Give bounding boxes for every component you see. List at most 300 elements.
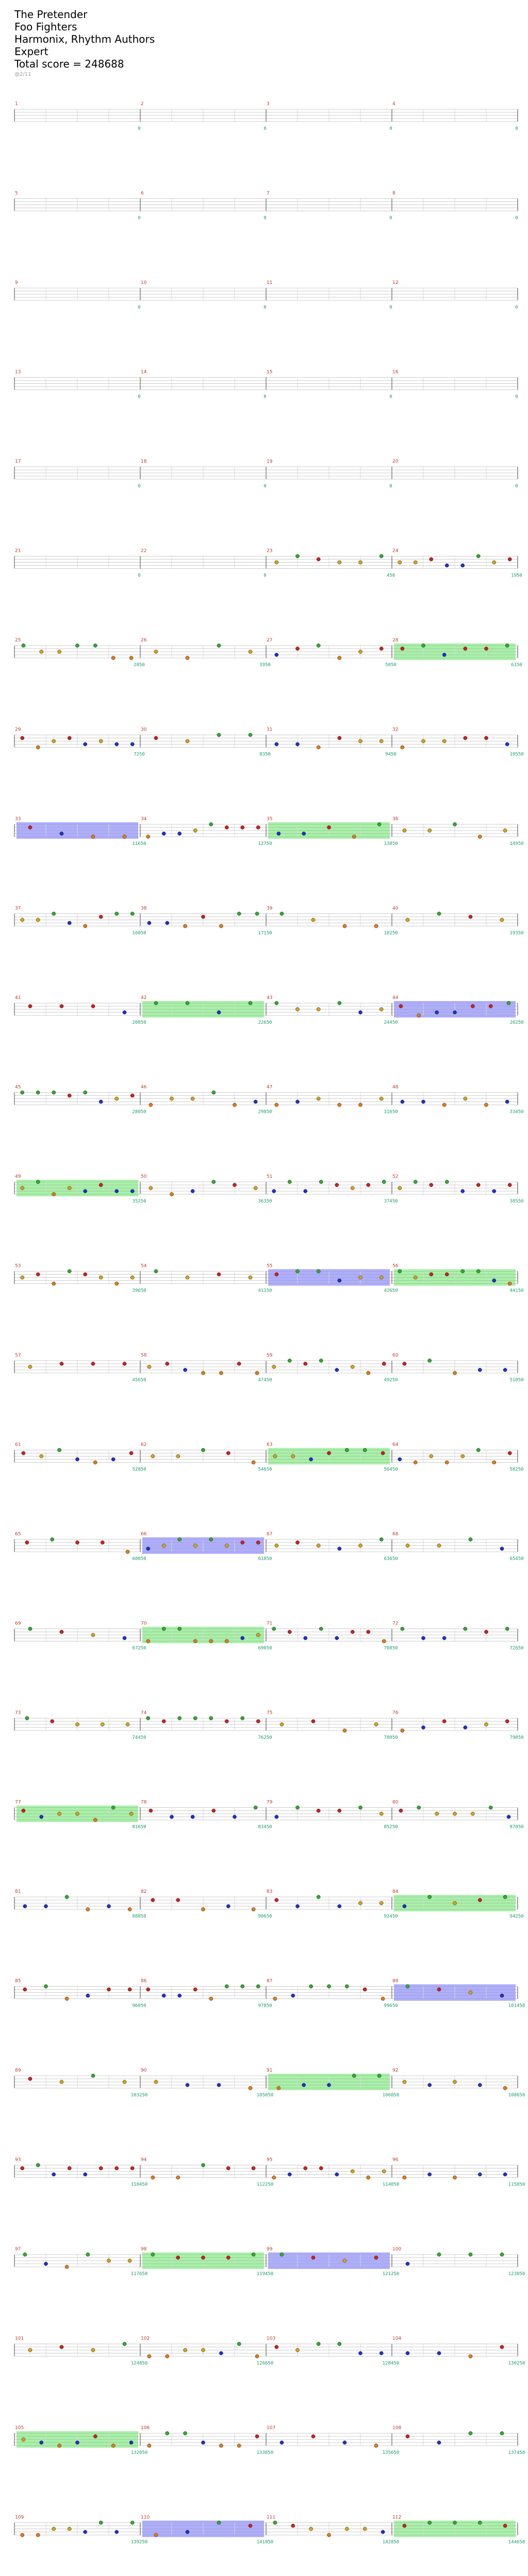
- measure: [392, 101, 518, 131]
- note-gem: [280, 1722, 284, 1726]
- measure: [140, 1621, 272, 1651]
- note-gem: [288, 1180, 291, 1183]
- measure: [392, 906, 524, 936]
- note-gem: [219, 2444, 223, 2447]
- measure-score: 76250: [258, 1735, 272, 1740]
- note-gem: [36, 918, 40, 922]
- staff-row: [14, 280, 518, 310]
- note-gem: [225, 1719, 228, 1723]
- measure-number: 101: [15, 2336, 24, 2342]
- note-gem: [217, 1010, 221, 1014]
- note-gem: [241, 1985, 244, 1988]
- note-gem: [421, 739, 425, 743]
- note-gem: [68, 736, 71, 740]
- measure-number: 86: [141, 1978, 147, 1984]
- note-gem: [255, 912, 259, 916]
- measure-score: 126650: [256, 2361, 274, 2366]
- measure-number: 80: [392, 1800, 399, 1805]
- note-gem: [327, 1451, 331, 1455]
- measure-number: 11: [267, 280, 273, 285]
- note-gem: [335, 1368, 339, 1371]
- note-gem: [338, 2342, 341, 2346]
- measure-number: 85: [15, 1978, 21, 1984]
- measure-score: 105050: [256, 2093, 274, 2098]
- note-gem: [277, 832, 280, 835]
- measure-number: 89: [15, 2068, 21, 2073]
- note-gem: [295, 1904, 299, 1908]
- measure-score: 132050: [130, 2450, 148, 2455]
- measure: [14, 2158, 147, 2188]
- measure: [14, 1353, 146, 1383]
- measure-number: 69: [15, 1621, 21, 1626]
- note-gem: [241, 1636, 244, 1640]
- note-gem: [40, 650, 43, 653]
- note-gem: [275, 2345, 278, 2349]
- measure-number: 97: [15, 2247, 21, 2252]
- note-gem: [380, 554, 383, 558]
- note-gem: [382, 2170, 386, 2173]
- measure: [266, 1532, 398, 1562]
- note-gem: [311, 918, 315, 922]
- note-gem: [476, 554, 480, 558]
- note-gem: [288, 1630, 291, 1634]
- measure-number: 103: [267, 2336, 276, 2342]
- note-gem: [469, 915, 472, 919]
- measure-score: 0: [263, 215, 267, 221]
- note-gem: [380, 1901, 383, 1905]
- measure-score: 24450: [384, 1020, 398, 1025]
- measure-score: 0: [389, 394, 392, 400]
- measure-number: 34: [141, 817, 147, 822]
- staff-row: [14, 1800, 524, 1830]
- note-gem: [309, 2527, 313, 2531]
- measure-number: 43: [267, 995, 273, 1001]
- note-gem: [254, 1186, 257, 1190]
- measure-number: 98: [141, 2247, 147, 2252]
- note-gem: [469, 2354, 472, 2358]
- measure-score: 114050: [382, 2182, 400, 2188]
- note-gem: [60, 832, 63, 835]
- note-gem: [93, 1818, 97, 1822]
- measure-number: 47: [267, 1084, 273, 1090]
- measure-score: 39650: [132, 1288, 146, 1294]
- note-gem: [233, 1103, 236, 1107]
- measure: [266, 1889, 398, 1919]
- note-gem: [503, 828, 507, 832]
- note-gem: [184, 924, 187, 928]
- measure-number: 93: [15, 2157, 21, 2163]
- measure: [266, 101, 392, 131]
- chart-label: Harmonix, Rhythm Authors: [14, 33, 155, 45]
- measure-score: 0: [389, 215, 392, 221]
- note-gem: [381, 1451, 385, 1455]
- measure-number: 78: [141, 1800, 147, 1805]
- measure-number: 81: [15, 1889, 21, 1894]
- measure-score: 9450: [385, 752, 397, 757]
- note-gem: [417, 1806, 421, 1809]
- note-gem: [68, 1094, 71, 1097]
- note-gem: [317, 1544, 320, 1547]
- note-gem: [60, 2080, 63, 2083]
- measure-number: 33: [15, 817, 21, 822]
- note-gem: [507, 1001, 510, 1005]
- measure-number: 22: [141, 548, 147, 554]
- measure-number: 36: [392, 817, 399, 822]
- measure-score: 22650: [258, 1020, 272, 1025]
- measure-score: 97850: [258, 2003, 272, 2009]
- note-gem: [500, 2252, 504, 2256]
- note-gem: [126, 1550, 129, 1553]
- measure-number: 51: [267, 1174, 273, 1179]
- measure-number: 40: [392, 906, 399, 911]
- measure-score: 13850: [384, 841, 398, 846]
- note-gem: [107, 1904, 110, 1908]
- measure-number: 68: [392, 1532, 399, 1537]
- note-gem: [256, 1633, 260, 1637]
- note-gem: [295, 1806, 299, 1809]
- note-gem: [275, 561, 278, 564]
- note-gem: [288, 2173, 291, 2176]
- note-gem: [184, 2348, 187, 2352]
- note-gem: [84, 1091, 87, 1094]
- note-gem: [442, 653, 446, 656]
- measure: [266, 1353, 398, 1383]
- measure: [14, 2426, 147, 2455]
- total-score: Total score = 248688: [14, 58, 124, 70]
- measure: [140, 2336, 276, 2366]
- note-gem: [367, 1630, 370, 1634]
- note-gem: [273, 1454, 277, 1458]
- note-gem: [317, 1097, 320, 1100]
- note-gem: [351, 1365, 354, 1368]
- measure-score: 133850: [256, 2450, 274, 2455]
- note-gem: [154, 650, 158, 653]
- song-artist: Foo Fighters: [14, 21, 77, 33]
- note-gem: [382, 1180, 386, 1183]
- note-gem: [128, 1988, 131, 1991]
- note-gem: [500, 918, 504, 922]
- staff-row: [14, 1889, 524, 1919]
- note-gem: [130, 2166, 134, 2170]
- note-gem: [403, 2524, 406, 2528]
- note-gem: [380, 739, 383, 743]
- measure-number: 61: [15, 1442, 21, 1448]
- measure-score: 0: [389, 305, 392, 310]
- note-gem: [60, 2345, 63, 2349]
- measure: [140, 2515, 276, 2545]
- measure-number: 30: [141, 727, 147, 733]
- note-gem: [40, 1454, 43, 1458]
- note-gem: [154, 1001, 158, 1005]
- note-gem: [358, 1103, 362, 1107]
- note-gem: [507, 1815, 510, 1819]
- note-gem: [36, 1091, 40, 1094]
- note-gem: [430, 1273, 433, 1276]
- note-gem: [151, 1898, 155, 1902]
- note-gem: [99, 2521, 103, 2524]
- note-gem: [469, 2431, 472, 2435]
- measure-score: 37450: [384, 1199, 398, 1204]
- measure-score: 33450: [509, 1109, 524, 1115]
- note-gem: [151, 2176, 155, 2179]
- note-gem: [176, 2256, 180, 2259]
- measure-score: 121250: [382, 2272, 400, 2277]
- measure-score: 87050: [509, 1824, 524, 1830]
- note-gem: [115, 2166, 119, 2170]
- note-gem: [254, 1806, 257, 1809]
- measure: [266, 727, 397, 757]
- note-gem: [417, 1013, 421, 1017]
- note-gem: [398, 561, 402, 564]
- measure: [266, 1979, 398, 2009]
- note-gem: [317, 557, 320, 561]
- measure-score: 0: [138, 484, 141, 489]
- note-gem: [343, 2441, 346, 2444]
- note-gem: [84, 2530, 87, 2534]
- note-gem: [461, 1454, 465, 1458]
- note-gem: [414, 1180, 417, 1183]
- measure: [14, 1710, 146, 1740]
- note-gem: [225, 1639, 228, 1643]
- note-gem: [275, 1273, 278, 1276]
- note-gem: [345, 1448, 349, 1452]
- measure-number: 84: [392, 1889, 399, 1894]
- note-gem: [277, 2086, 280, 2090]
- measure-number: 54: [141, 1263, 147, 1269]
- measure: [392, 1979, 525, 2009]
- note-gem: [101, 1540, 104, 1544]
- note-gem: [381, 2530, 385, 2534]
- note-gem: [464, 647, 467, 650]
- measure-number: 67: [267, 1532, 273, 1537]
- measure-number: 10: [141, 280, 147, 285]
- measure-score: 45650: [132, 1378, 146, 1383]
- note-gem: [437, 912, 441, 916]
- note-gem: [130, 2521, 134, 2524]
- measure-number: 106: [141, 2426, 150, 2431]
- measure: [14, 727, 145, 757]
- note-gem: [86, 1994, 90, 1997]
- measure: [14, 1174, 146, 1204]
- note-gem: [75, 643, 79, 647]
- staff-row: [14, 1710, 524, 1740]
- note-gem: [492, 1279, 496, 1282]
- note-gem: [358, 1276, 362, 1279]
- measure: [266, 280, 392, 310]
- note-gem: [464, 736, 467, 740]
- note-gem: [93, 643, 97, 647]
- measure-number: 53: [15, 1263, 21, 1269]
- measure-number: 49: [15, 1174, 21, 1179]
- measure: [14, 638, 145, 668]
- measure-number: 110: [141, 2515, 150, 2520]
- note-gem: [508, 1451, 512, 1455]
- note-gem: [186, 656, 189, 659]
- note-gem: [414, 1276, 417, 1279]
- note-gem: [437, 2351, 441, 2355]
- measure-number: 25: [15, 638, 21, 643]
- note-gem: [338, 1001, 341, 1005]
- note-gem: [123, 1362, 126, 1365]
- note-gem: [505, 1627, 509, 1631]
- note-gem: [492, 1461, 496, 1464]
- measure-score: 0: [389, 484, 392, 489]
- note-gem: [401, 1627, 404, 1631]
- note-gem: [445, 564, 449, 567]
- note-gem: [453, 1010, 456, 1014]
- measure-score: 0: [263, 394, 267, 400]
- note-gem: [225, 825, 228, 829]
- note-gem: [166, 2431, 169, 2435]
- measure-number: 41: [15, 995, 21, 1001]
- note-gem: [380, 1097, 383, 1100]
- measure: [14, 1979, 146, 2009]
- note-gem: [358, 650, 362, 653]
- note-gem: [146, 1639, 150, 1643]
- measure-score: 94250: [509, 1914, 524, 1919]
- note-gem: [272, 2176, 276, 2179]
- measure-score: 19350: [509, 930, 524, 936]
- measure-score: 72650: [509, 1646, 524, 1651]
- measure: [14, 2247, 147, 2277]
- note-gem: [478, 2173, 482, 2176]
- note-gem: [115, 742, 119, 746]
- measure-number: 94: [141, 2157, 147, 2163]
- note-gem: [256, 825, 260, 829]
- measure: [14, 1532, 146, 1562]
- note-gem: [508, 557, 512, 561]
- note-gem: [406, 2351, 409, 2355]
- note-gem: [335, 2173, 339, 2176]
- note-gem: [478, 2521, 482, 2524]
- staff-row: [14, 2336, 525, 2366]
- note-gem: [107, 1988, 110, 1991]
- note-gem: [21, 2533, 24, 2537]
- note-gem: [478, 2083, 482, 2087]
- note-gem: [399, 1004, 403, 1008]
- note-gem: [317, 1007, 320, 1011]
- note-gem: [399, 1809, 403, 1812]
- note-gem: [241, 1540, 244, 1544]
- measure-score: 31650: [384, 1109, 398, 1115]
- note-gem: [91, 2348, 95, 2352]
- measure-score: 85250: [384, 1824, 398, 1830]
- measure-number: 72: [392, 1621, 399, 1626]
- note-gem: [44, 1985, 47, 1988]
- note-gem: [476, 1269, 480, 1273]
- note-gem: [184, 2431, 187, 2435]
- note-gem: [505, 1100, 509, 1104]
- measure: [14, 459, 141, 489]
- note-gem: [52, 912, 56, 916]
- measure-number: 20: [392, 459, 399, 464]
- measure-number: 62: [141, 1442, 147, 1448]
- note-gem: [503, 1895, 507, 1899]
- note-gem: [374, 2256, 378, 2259]
- note-gem: [437, 1544, 441, 1547]
- note-gem: [295, 647, 299, 650]
- measure-number: 31: [267, 727, 273, 733]
- note-gem: [484, 1103, 488, 1107]
- note-gem: [374, 924, 378, 928]
- note-gem: [275, 1544, 278, 1547]
- note-gem: [254, 1100, 257, 1104]
- note-gem: [129, 656, 133, 659]
- note-gem: [249, 2524, 252, 2528]
- measure-score: 78050: [384, 1735, 398, 1740]
- note-gem: [295, 1100, 299, 1104]
- measure-number: 15: [267, 369, 273, 375]
- note-gem: [435, 1812, 439, 1816]
- note-gem: [162, 1627, 166, 1631]
- note-gem: [363, 1448, 367, 1452]
- measure-number: 45: [15, 1084, 21, 1090]
- note-gem: [193, 1544, 197, 1547]
- note-gem: [252, 1907, 255, 1911]
- note-gem: [319, 1180, 323, 1183]
- note-gem: [226, 2166, 230, 2170]
- note-gem: [154, 2080, 158, 2083]
- measure-number: 24: [392, 548, 399, 554]
- measure-score: 12750: [258, 841, 272, 846]
- note-gem: [406, 2262, 409, 2265]
- note-gem: [93, 1461, 97, 1464]
- note-gem: [442, 1103, 446, 1107]
- note-gem: [111, 2444, 115, 2447]
- note-gem: [237, 1362, 241, 1365]
- measure-score: 51050: [509, 1378, 524, 1383]
- measure: [392, 1889, 524, 1919]
- measure-score: 10550: [509, 752, 524, 757]
- note-gem: [166, 921, 169, 925]
- staff-row: [14, 727, 524, 757]
- note-gem: [91, 1004, 95, 1008]
- note-gem: [209, 1716, 213, 1720]
- note-gem: [21, 1276, 24, 1279]
- measure-number: 64: [392, 1442, 399, 1448]
- note-gem: [508, 1282, 512, 1285]
- staff-row: [14, 2247, 525, 2277]
- measure-number: 95: [267, 2157, 273, 2163]
- measure-score: 41150: [258, 1288, 272, 1294]
- measure-number: 27: [267, 638, 273, 643]
- measure: [140, 906, 272, 936]
- measure-score: 74450: [132, 1735, 146, 1740]
- measure: [140, 1800, 272, 1830]
- note-gem: [428, 2173, 432, 2176]
- note-gem: [186, 1276, 189, 1279]
- note-gem: [186, 739, 189, 743]
- measure: [266, 2158, 399, 2188]
- note-gem: [176, 1454, 180, 1458]
- note-gem: [99, 1276, 103, 1279]
- staff-row: [14, 459, 518, 489]
- note-gem: [170, 1192, 173, 1196]
- measure: [140, 1174, 272, 1204]
- measure: [14, 2068, 147, 2098]
- measure-number: 57: [15, 1353, 21, 1358]
- note-gem: [21, 1186, 24, 1190]
- note-gem: [304, 2166, 307, 2170]
- note-gem: [403, 2080, 406, 2083]
- measure: [266, 995, 398, 1025]
- note-gem: [492, 561, 496, 564]
- measure-number: 77: [15, 1800, 21, 1805]
- measure-score: 36350: [258, 1199, 272, 1204]
- note-gem: [68, 1269, 71, 1273]
- note-gem: [28, 1627, 32, 1631]
- measure: [392, 280, 518, 310]
